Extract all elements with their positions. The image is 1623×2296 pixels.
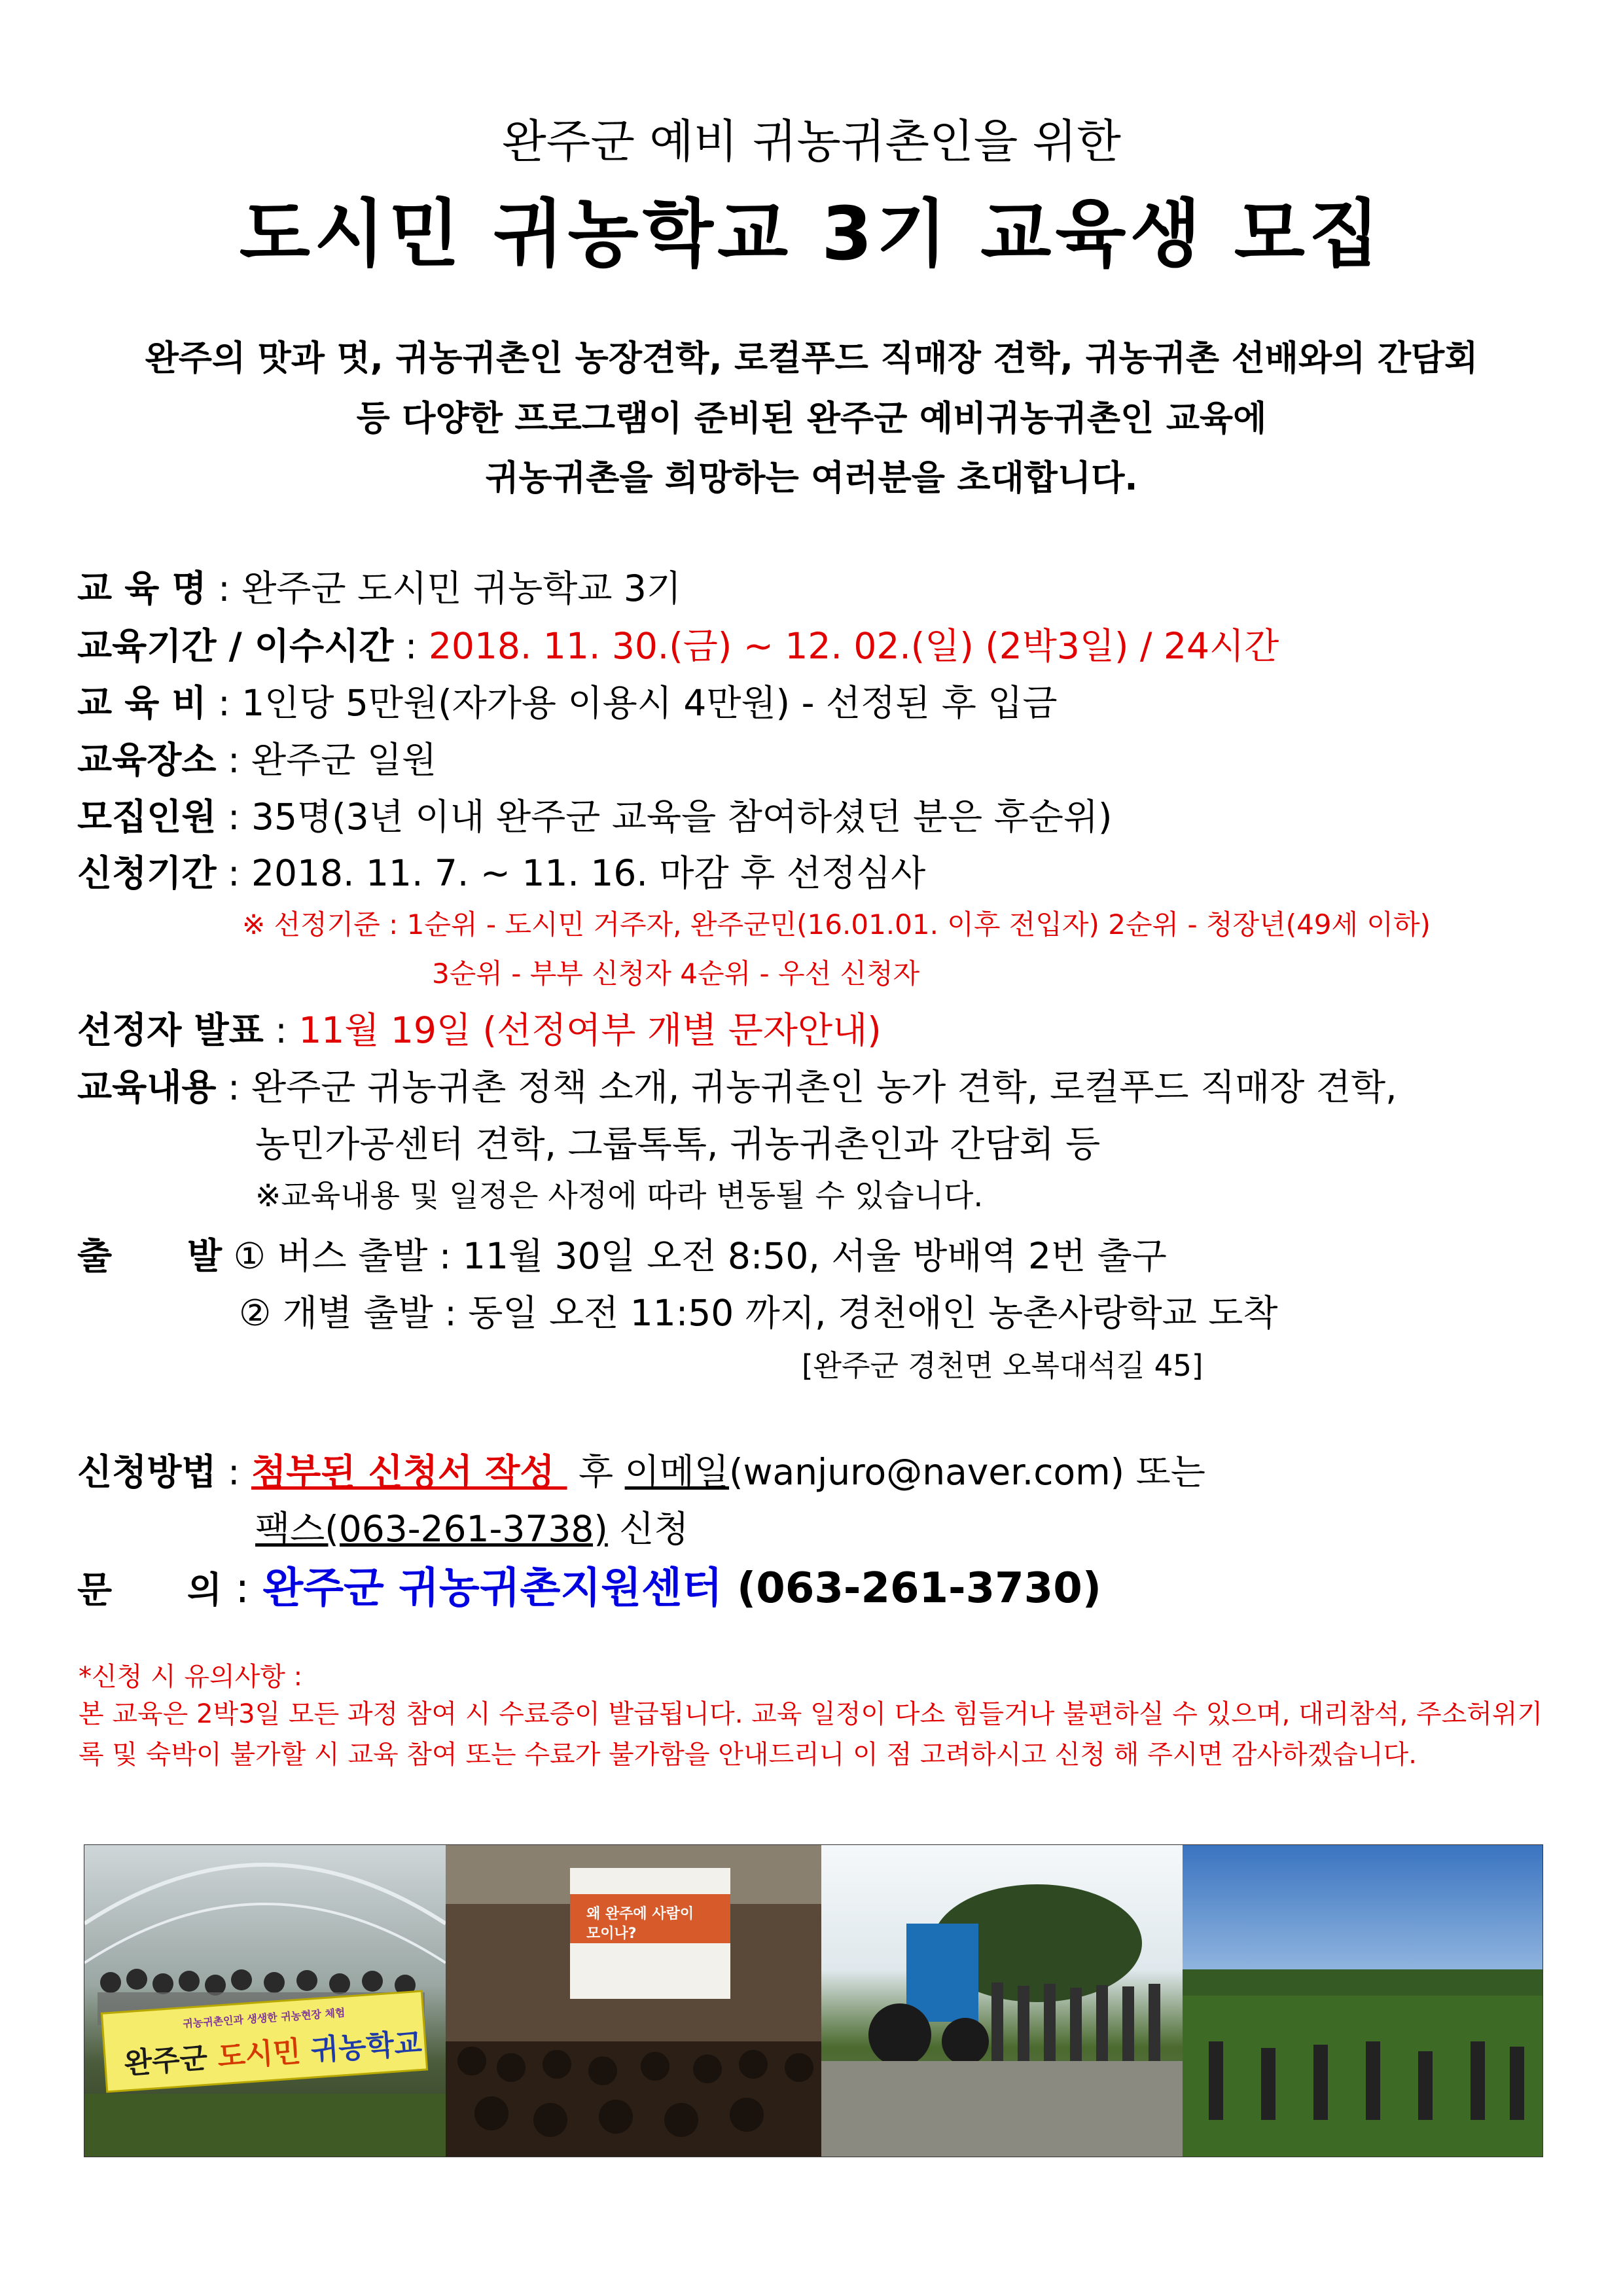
label-content: 교육내용 [77,1066,217,1108]
banner-text-b: 도시민 [216,2035,302,2074]
content-note: ※교육내용 및 일정은 사정에 따라 변동될 수 있습니다. [255,1178,984,1214]
inquiry-org: 완주군 귀농귀촌지원센터 [262,1564,722,1613]
email-address: (wanjuro@naver.com) 또는 [729,1451,1205,1493]
lecture-photo [446,1845,821,2157]
intro-line-3: 귀농귀촌을 희망하는 여러분을 초대합니다. [485,458,1138,498]
attached-form-link[interactable]: 첨부된 신청서 작성 [251,1451,567,1493]
value-apply-period: 2018. 11. 7. ~ 11. 16. 마감 후 선정심사 [251,852,926,894]
row-period: 교육기간 / 이수시간 : 2018. 11. 30.(금) ~ 12. 02.(일) (2박3일) / 24시간 [77,617,1279,669]
row-name: 교 육 명 : 완주군 도시민 귀농학교 3기 [77,560,681,611]
fax-number: 팩스(063-261-3738) [255,1508,608,1550]
value-departure-2: ② 개별 출발 : 동일 오전 11:50 까지, 경천애인 농촌사랑학교 도착 [239,1292,1278,1334]
intro-line-2: 등 다양한 프로그램이 준비된 완주군 예비귀농귀촌인 교육에 [356,399,1267,439]
subtitle: 완주군 예비 귀농귀촌인을 위한 [502,115,1121,168]
value-fee: 1인당 5만원(자가용 이용시 4만원) - 선정된 후 입금 [241,682,1058,724]
label-apply-period: 신청기간 [77,852,217,894]
screen-text-2: 모이나? [586,1926,637,1942]
label-place: 교육장소 [77,739,217,781]
value-departure-1: ① 버스 출발 : 11월 30일 오전 8:50, 서울 방배역 2번 출구 [233,1235,1167,1277]
value-place: 완주군 일원 [251,739,437,781]
label-name: 교 육 명 [77,567,207,609]
row-place: 교육장소 : 완주군 일원 [77,731,437,783]
field-photo [1183,1845,1543,2157]
intro-line-1: 완주의 맛과 멋, 귀농귀촌인 농장견학, 로컬푸드 직매장 견학, 귀농귀촌 선배와의 간담회 [145,338,1478,378]
inquiry-phone: (063-261-3730) [722,1564,1101,1613]
row-content: 교육내용 : 완주군 귀농귀촌 정책 소개, 귀농귀촌인 농가 견학, 로컬푸드 직매장 견학, [77,1058,1397,1110]
label-period: 교육기간 / 이수시간 [77,625,394,667]
value-period: 2018. 11. 30.(금) ~ 12. 02.(일) (2박3일) / 24시간 [428,625,1279,667]
departure-address: [완주군 경천면 오복대석길 45] [802,1348,1204,1383]
row-fee: 교 육 비 : 1인당 5만원(자가용 이용시 4만원) - 선정된 후 입금 [77,674,1058,726]
banner-text-c: 귀농학교 [299,2026,423,2068]
row-apply-period: 신청기간 : 2018. 11. 7. ~ 11. 16. 마감 후 선정심사 [77,844,925,896]
row-method: 신청방법 : 첨부된 신청서 작성 후 이메일(wanjuro@naver.com) 또는 [77,1443,1205,1495]
email-link[interactable]: 이메일 [624,1451,730,1493]
row-announce: 선정자 발표 : 11월 19일 (선정여부 개별 문자안내) [77,1001,882,1053]
row-capacity: 모집인원 : 35명(3년 이내 완주군 교육을 참여하셨던 분은 후순위) [77,788,1112,840]
criteria-line-2: 3순위 - 부부 신청자 4순위 - 우선 신청자 [432,958,920,990]
label-fee: 교 육 비 [77,682,207,724]
criteria-line-1: ※ 선정기준 : 1순위 - 도시민 거주자, 완주군민(16.01.01. 이후 전입자) 2순위 - 청장년(49세 이하) [242,908,1431,941]
banner-small-text: 귀농귀촌인과 생생한 귀농현장 체험 [182,2006,346,2030]
row-departure [77,1227,1167,1279]
fax-tail: 신청 [607,1508,689,1550]
value-capacity: 35명(3년 이내 완주군 교육을 참여하셨던 분은 후순위) [251,796,1113,838]
value-content-2: 농민가공센터 견학, 그룹톡톡, 귀농귀촌인과 간담회 등 [255,1123,1101,1165]
value-announce: 11월 19일 (선정여부 개별 문자안내) [298,1009,882,1051]
label-capacity: 모집인원 [77,796,217,838]
label-announce: 선정자 발표 [77,1009,264,1051]
value-content-1: 완주군 귀농귀촌 정책 소개, 귀농귀촌인 농가 견학, 로컬푸드 직매장 견학, [251,1066,1397,1108]
label-method: 신청방법 [77,1451,217,1493]
label-departure: 출 발 [77,1235,223,1277]
notice-title: *신청 시 유의사항 : [79,1662,303,1692]
notice-body: 본 교육은 2박3일 모든 과정 참여 시 수료증이 발급됩니다. 교육 일정이 다소 힘들거나 불편하실 수 있으며, 대리참석, 주소허위기록 및 숙박이 불가할 시 교육 참여 또는 수료가 불가함을 안내드리니 이 점 고려하시고 신청 해 주시면 감사하겠습니다. [79,1699,1543,1770]
method-mid: 후 [567,1451,625,1493]
screen-text-1: 왜 완주에 사람이 [586,1906,694,1922]
greenhouse-photo [84,1845,446,2157]
label-inquiry: 문 의 [77,1569,223,1611]
tractor-photo [821,1845,1183,2157]
row-fax [255,1500,689,1552]
page-title: 도시민 귀농학교 3기 교육생 모집 [239,192,1384,277]
photo-strip [84,1844,1543,2157]
value-name: 완주군 도시민 귀농학교 3기 [241,567,682,609]
banner-text-a: 완주군 [123,2040,219,2081]
row-inquiry: 문 의 : 완주군 귀농귀촌지원센터 (063-261-3730) [77,1564,1101,1613]
